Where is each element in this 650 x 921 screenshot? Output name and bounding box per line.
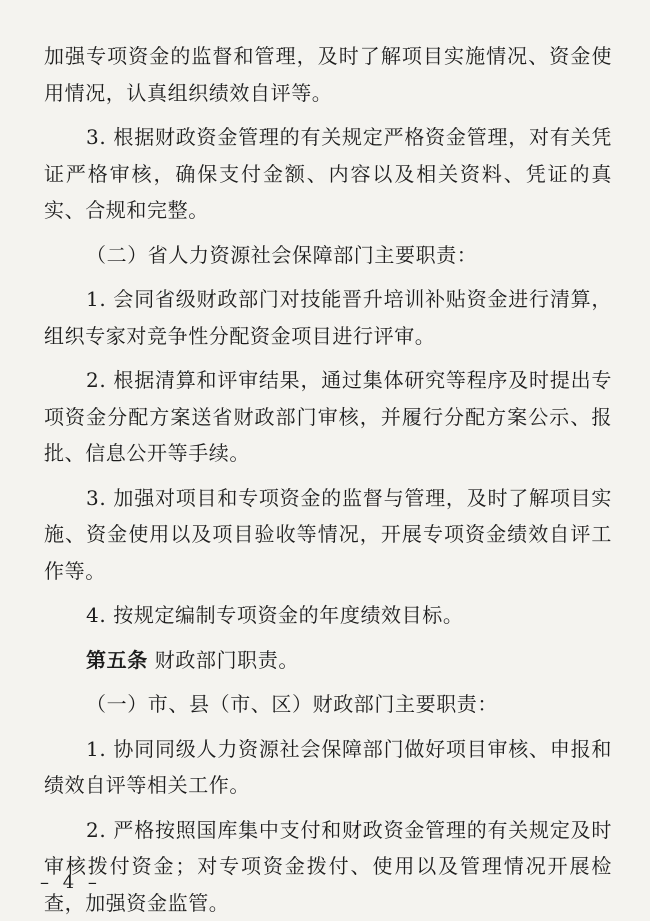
paragraph-item-1: 1. 会同省级财政部门对技能晋升培训补贴资金进行清算，组织专家对竞争性分配资金项目进行评审。 bbox=[44, 281, 612, 354]
paragraph-item-2b: 2. 严格按照国库集中支付和财政资金管理的有关规定及时审核拨付资金；对专项资金拨付、使用以及管理情况开展检查，加强资金监管。 bbox=[44, 812, 612, 921]
article-title: 财政部门职责。 bbox=[155, 648, 299, 672]
section-heading-2: （二）省人力资源社会保障部门主要职责： bbox=[44, 237, 612, 274]
paragraph-item-3b: 3. 加强对项目和专项资金的监督与管理，及时了解项目实施、资金使用以及项目验收等情况，开展专项资金绩效自评工作等。 bbox=[44, 480, 612, 590]
paragraph-continuation: 加强专项资金的监督和管理，及时了解项目实施情况、资金使用情况，认真组织绩效自评等。 bbox=[44, 38, 612, 111]
paragraph-item-4: 4. 按规定编制专项资金的年度绩效目标。 bbox=[44, 597, 612, 634]
paragraph-item-3: 3. 根据财政资金管理的有关规定严格资金管理，对有关凭证严格审核，确保支付金额、内容以及相关资料、凭证的真实、合规和完整。 bbox=[44, 119, 612, 229]
section-heading-1: （一）市、县（市、区）财政部门主要职责： bbox=[44, 686, 612, 723]
article-label: 第五条 bbox=[86, 648, 148, 672]
article-heading bbox=[44, 642, 612, 679]
paragraph-item-1b: 1. 协同同级人力资源社会保障部门做好项目审核、申报和绩效自评等相关工作。 bbox=[44, 731, 612, 804]
page-number: – 4 – bbox=[40, 872, 101, 893]
paragraph-item-2: 2. 根据清算和评审结果，通过集体研究等程序及时提出专项资金分配方案送省财政部门审核，并履行分配方案公示、报批、信息公开等手续。 bbox=[44, 362, 612, 472]
